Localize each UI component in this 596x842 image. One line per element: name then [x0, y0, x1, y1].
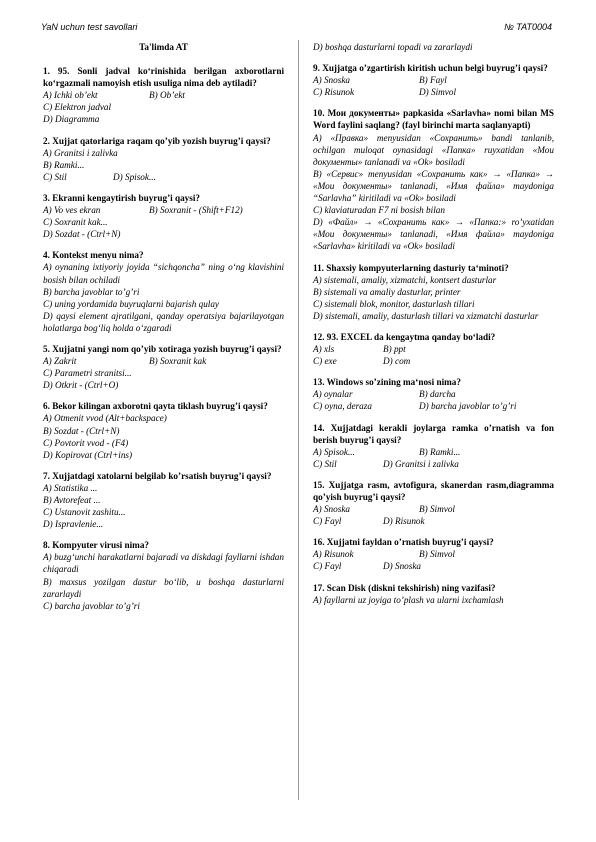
option-a: A) Spisok... [313, 446, 355, 457]
option-b: B) «Сервис» menyusidan «Сохранить как» → «Папка» → «Мои документы» tanlanadi, «Имя файла» maydoniga “Sarlavha” kiritiladi va «Ok» bosiladi [313, 168, 554, 204]
question-text: 1. 95. Sonli jadval ko‘rinishida berilgan axborotlarni ko‘rgazmali namoyish etish usuliga nima deb aytiladi? [43, 66, 284, 89]
question-2 [43, 135, 284, 183]
question-text: 17. Scan Disk (diskni tekshirish) ning vazifasi? [313, 582, 496, 593]
section-title: Ta'limda AT [139, 42, 188, 52]
option-row [313, 343, 554, 355]
right-column [313, 41, 554, 615]
option-b: B) sistemali va amaliy dasturlar, printer [313, 286, 461, 297]
option-a: A) fayllarni uz joyiga to’plash va ularni ixchamlash [313, 594, 504, 605]
option-c: C) sistemali blok, monitor, dasturlash tillari [313, 298, 475, 309]
question-10 [313, 107, 554, 252]
option-row [313, 74, 554, 86]
question-12 [313, 331, 554, 367]
option-c: C) klaviaturadan F7 ni bosish bilan [313, 205, 445, 216]
question-16 [313, 536, 554, 572]
option-row [313, 515, 554, 527]
option-d: D) «Файл» → «Сохранить как» → «Папка:» ro’yxatidan «Мои документы» tanlanadi, «Имя файла» maydoniga «Sarlavha» kiritiladi va «Ok» bosiladi [313, 217, 554, 252]
option-b: B) Avtorefeat ... [43, 495, 101, 505]
option-b: B) ppt [383, 344, 406, 355]
question-3 [43, 192, 284, 240]
option-b: B) Simvol [419, 504, 455, 515]
option-d: D) qaysi element ajratilgani, qanday operatsiya bajarilayotgan holatlarga bog‘liq holda o‘zgaradi [43, 310, 284, 333]
option-row [313, 548, 554, 560]
question-14 [313, 422, 554, 470]
option-a: A) Zakrit [43, 356, 77, 367]
option-a: A) Risunok [313, 549, 354, 560]
option-a: A) Granitsi i zalivka [43, 147, 118, 158]
option-c: C) Stil [43, 171, 67, 182]
option-d: D) Sozdat - (Ctrl+N) [43, 229, 121, 240]
option-b: B) Simvol [419, 549, 455, 560]
option-c: C) uning yordamida buyruqlarni bajarish qulay [43, 298, 220, 309]
option-d: D) Kopirovat (Ctrl+ins) [43, 449, 133, 460]
option-a: A) sistemali, amaliy, xizmatchi, kontsert dasturlar [313, 274, 497, 285]
option-row [43, 204, 284, 216]
option-row [313, 388, 554, 400]
question-text: 13. Windows so’zining ma‘nosi nima? [313, 377, 461, 388]
question-text: 3. Ekranni kengaytirish buyrug’i qaysi? [43, 192, 200, 203]
option-d: D) sistemali, amaliy, dasturlash tillari va xizmatchi dasturlar [313, 310, 539, 321]
option-b: B) Soxranit - (Shift+F12) [149, 205, 243, 216]
option-a: A) Ichki ob’ekt [43, 90, 98, 101]
option-c: C) Fayl [313, 516, 342, 527]
question-text: 11. Shaxsiy kompyuterlarning dasturiy ta‘minoti? [313, 262, 509, 273]
question-8-continued [313, 41, 554, 53]
question-text: 4. Kontekst menyu nima? [43, 250, 144, 261]
option-c: C) Elektron jadval [43, 102, 112, 113]
question-text: 6. Bekor kilingan axborotni qayta tiklash buyrug’i qaysi? [43, 401, 268, 412]
question-text: 10. Мои документы» papkasida «Sarlavha» nomi bilan MS Word faylini saqlang? (fayl birinchi marta saqlanyapti) [313, 108, 554, 131]
question-text: 7. Xujjatdagi xatolarni belgilab ko’rsatish buyrug’i qaysi? [43, 470, 272, 481]
option-c: C) exe [313, 356, 337, 367]
question-text: 5. Xujjatni yangi nom qo’yib xotiraga yozish buyrug’i qaysi? [43, 343, 282, 354]
question-text: 15. Xujjatga rasm, avtofigura, skanerdan rasm,diagramma qo’yish buyrug’i qaysi? [313, 479, 554, 502]
column-divider [298, 40, 299, 800]
option-a: A) Otmenit vvod (Alt+backspace) [43, 413, 167, 424]
question-text: 12. 93. EXCEL da kengaytma qanday bo‘ladi? [313, 331, 496, 342]
question-5 [43, 343, 284, 391]
option-d: D) Snoska [383, 561, 422, 572]
option-a: A) Statistika ... [43, 482, 98, 493]
option-row [313, 355, 554, 367]
option-d: D) Diagramma [43, 114, 100, 125]
option-d: D) Simvol [419, 87, 456, 98]
option-row [43, 171, 284, 183]
option-b: B) maxsus yozilgan dastur bo‘lib, u boshqa dasturlarni zararlaydi [43, 576, 284, 599]
option-a: A) Snoska [313, 75, 350, 86]
question-4 [43, 249, 284, 334]
option-c: C) Stil [313, 458, 337, 469]
option-b: B) Ob’ekt [149, 90, 185, 101]
question-6 [43, 400, 284, 460]
question-9 [313, 62, 554, 98]
option-d: D) boshqa dasturlarni topadi va zararlaydi [313, 42, 473, 52]
option-b: B) Ramki... [43, 159, 85, 170]
option-d: D) barcha javoblar to’g’ri [419, 401, 517, 412]
option-b: B) Soxranit kak [149, 356, 207, 367]
option-a: A) oynaning ixtiyoriy joyida “sichqoncha” ning o‘ng klavishini bosish bilan ochiladi [43, 262, 284, 285]
option-c: C) oyna, deraza [313, 401, 372, 412]
option-d: D) Granitsi i zalivka [383, 458, 459, 469]
option-c: C) Ustanovit zashitu... [43, 507, 126, 518]
question-17 [313, 582, 554, 606]
option-b: B) barcha javoblar to’g’ri [43, 286, 140, 297]
option-c: C) barcha javoblar to’g’ri [43, 600, 140, 611]
option-c: C) Povtorit vvod - (F4) [43, 437, 129, 448]
option-a: A) oynalar [313, 389, 353, 400]
question-text: 9. Xujjatga o’zgartirish kiritish uchun belgi buyrug’i qaysi? [313, 63, 548, 74]
option-row [43, 89, 284, 101]
left-column [43, 41, 284, 621]
option-c: C) Risunok [313, 87, 355, 98]
option-d: D) Risunok [383, 516, 425, 527]
option-b: B) Sozdat - (Ctrl+N) [43, 425, 120, 436]
option-d: D) com [383, 356, 411, 367]
option-row [313, 86, 554, 98]
option-c: C) Parametri stranitsi... [43, 368, 132, 379]
option-a: A) Snoska [313, 504, 350, 515]
header-right: № TAT0004 [504, 22, 552, 32]
question-text: 2. Xujjat qatorlariga raqam qo’yib yozish buyrug’i qaysi? [43, 135, 271, 146]
question-text: 16. Xujjatni fayldan o’rnatish buyrug’i qaysi? [313, 537, 494, 548]
option-row [313, 400, 554, 412]
question-15 [313, 479, 554, 527]
option-d: D) Otkrit - (Ctrl+O) [43, 380, 119, 391]
option-c: C) Fayl [313, 561, 342, 572]
option-b: B) darcha [419, 389, 456, 400]
header-left: YaN uchun test savollari [41, 22, 138, 32]
option-a: A) Vo ves ekran [43, 205, 101, 216]
option-b: B) Fayl [419, 75, 447, 86]
option-a: A) «Правка» menyusidan «Сохранить» bandi tanlanib, ochilgan muloqat oynasidagi «Папка» ruyxatidan «Мои документы» tanlanadi va «Ok» bosiladi [313, 132, 554, 167]
option-a: A) buzg‘unchi harakatlarni bajaradi va diskdagi fayllarni ishdan chiqaradi [43, 552, 284, 575]
option-b: B) Ramki... [419, 446, 461, 457]
question-text: 8. Kompyuter virusi nima? [43, 540, 150, 551]
option-row [313, 458, 554, 470]
question-8 [43, 539, 284, 612]
option-row [313, 560, 554, 572]
option-d: D) Spisok... [113, 171, 156, 182]
option-d: D) Ispravlenie... [43, 519, 104, 530]
option-row [313, 446, 554, 458]
question-1 [43, 65, 284, 125]
option-row [43, 355, 284, 367]
option-a: A) xls [313, 344, 335, 355]
option-c: C) Soxranit kak... [43, 217, 108, 228]
question-text: 14. Xujjatdagi kerakli joylarga ramka o’rnatish va fon berish buyrug’i qaysi? [313, 422, 554, 445]
option-row [313, 503, 554, 515]
question-13 [313, 376, 554, 412]
question-7 [43, 470, 284, 530]
question-11 [313, 262, 554, 322]
